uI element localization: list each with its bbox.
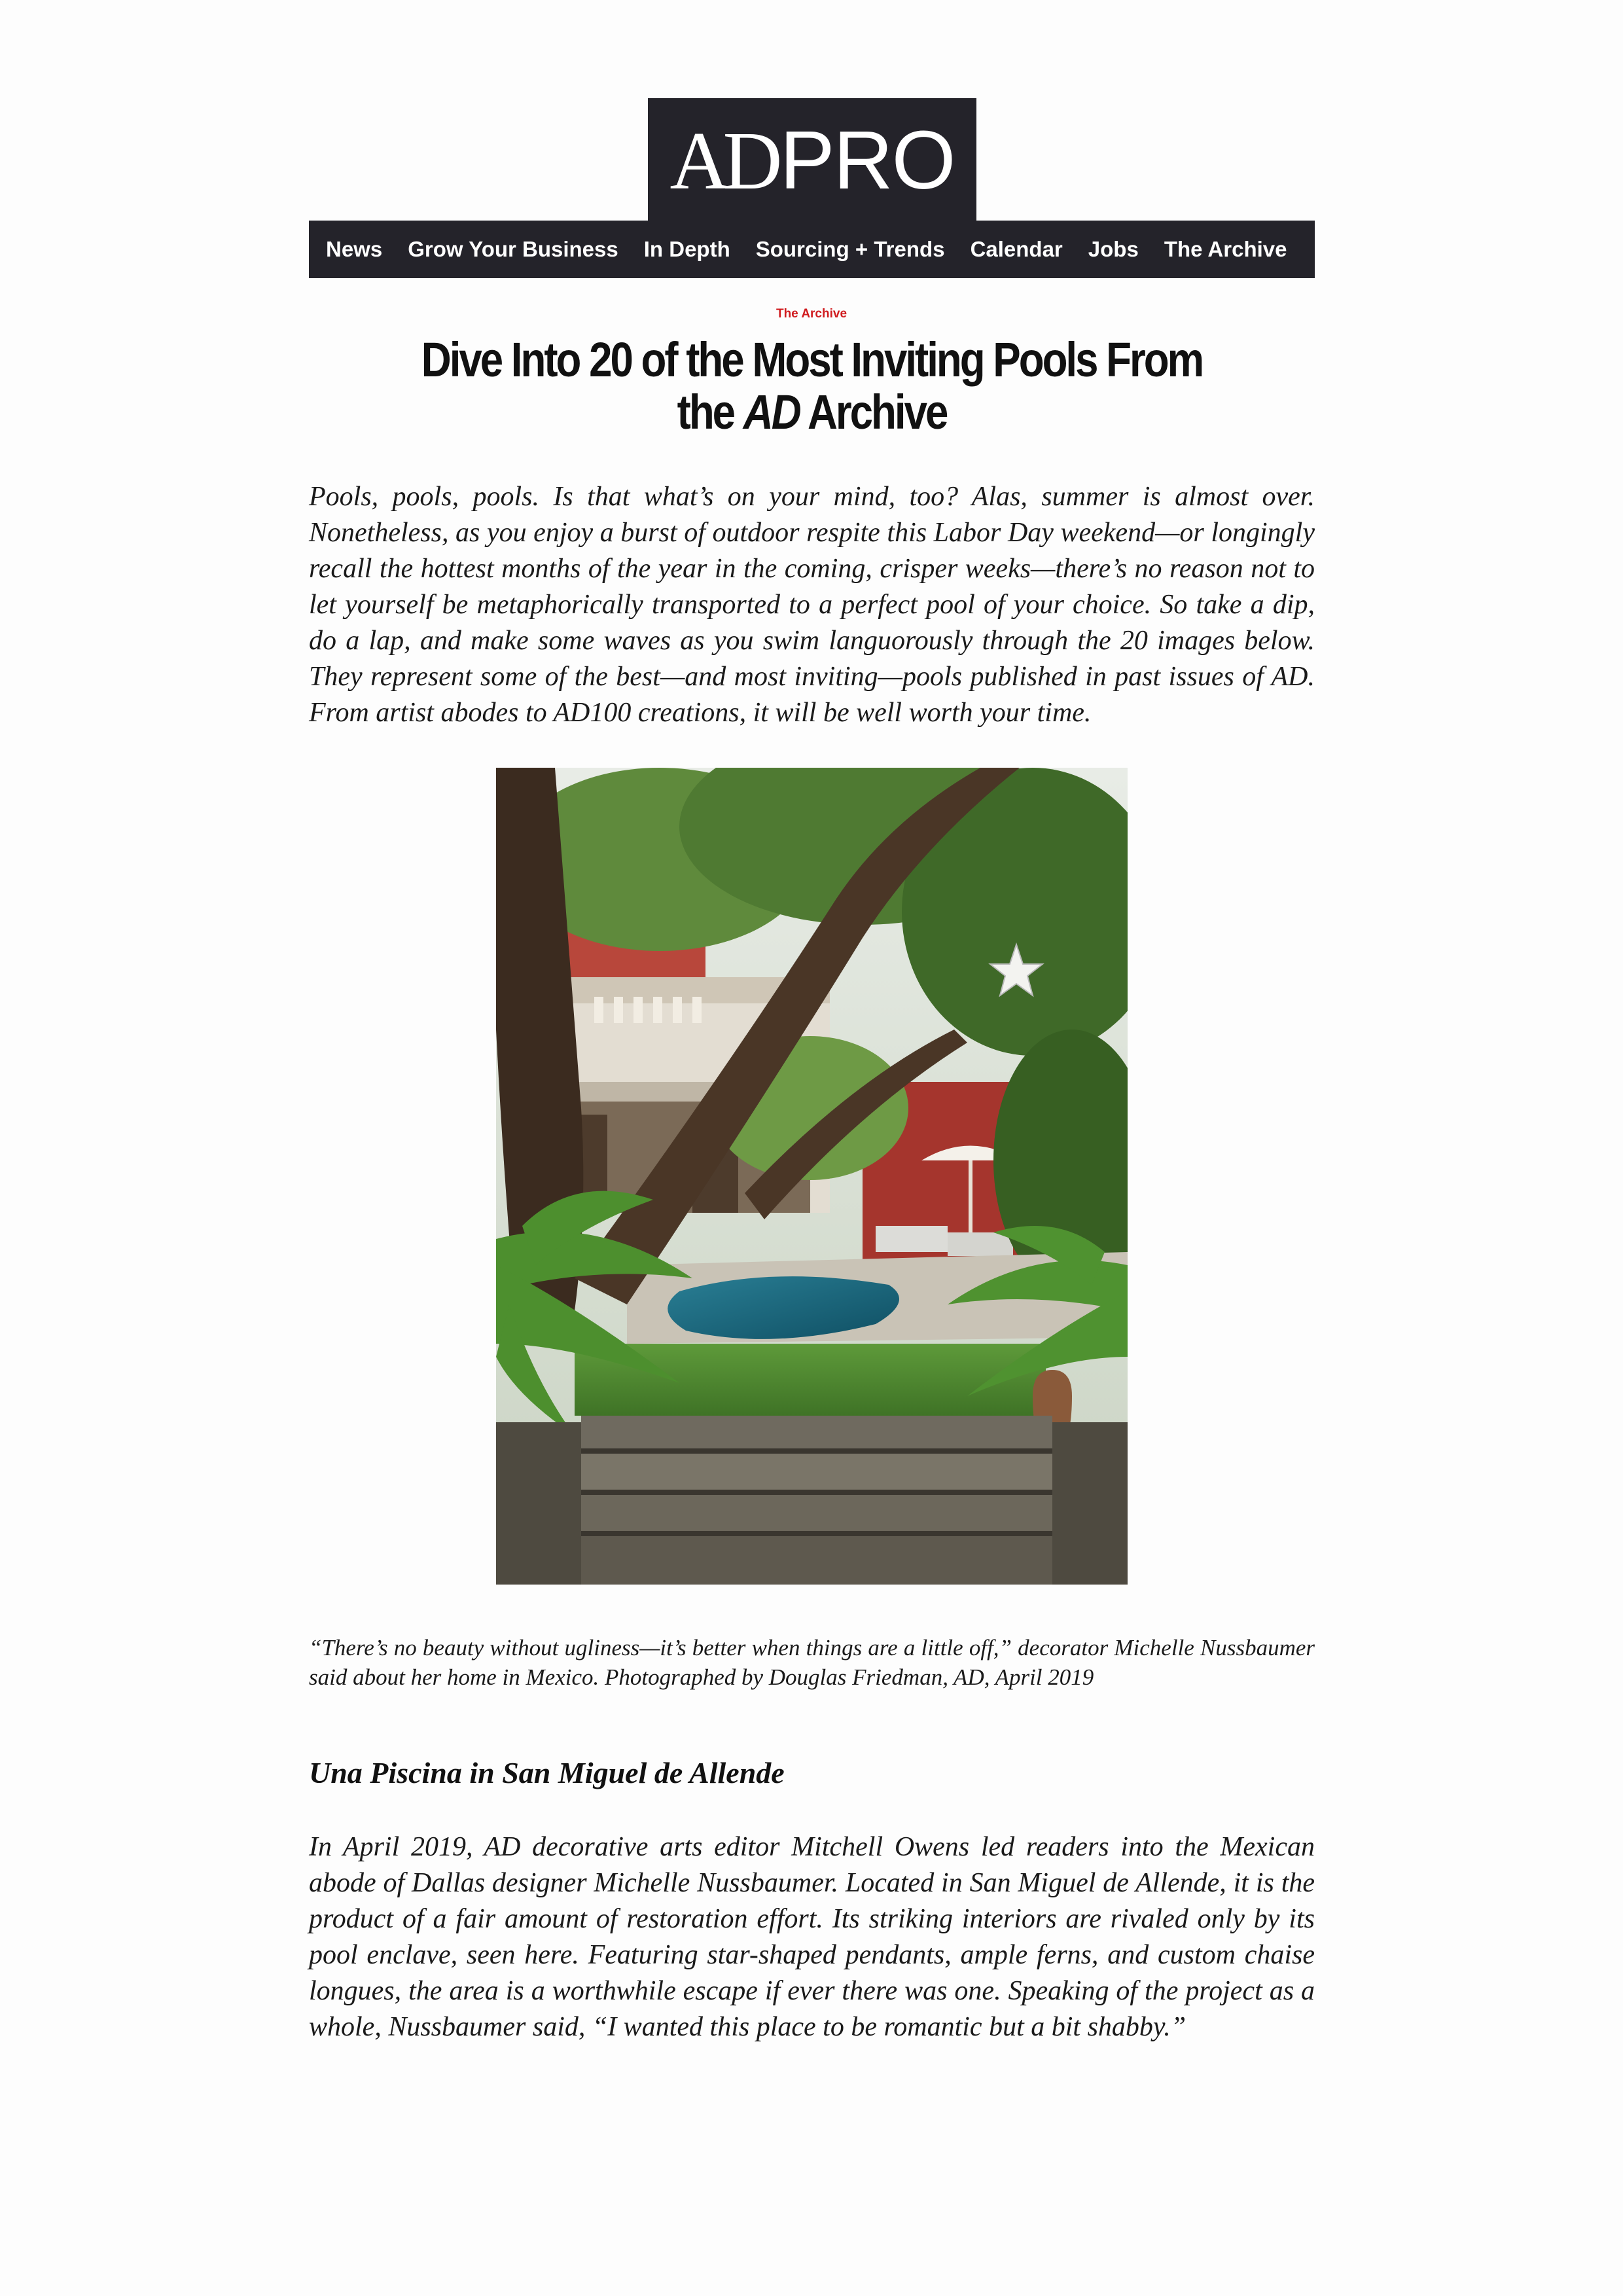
section-subhead: Una Piscina in San Miguel de Allende [309, 1756, 785, 1789]
logo-wordmark [669, 114, 955, 207]
nav-item-sourcing-trends[interactable]: Sourcing + Trends [755, 237, 945, 261]
article-body: In April 2019, AD decorative arts editor Mitchell Owens led readers into the Mexican abode of Dallas designer Michelle Nussbaumer. Located in San Miguel de Allende, it is the product of a fair amount of restoration effort. Its striking interiors are rivaled only by its pool enclave, seen here. Featuring star-shaped pendants, ample ferns, and custom chaise longues, the area is a worthwhile escape if ever there was one. Speaking of the project as a whole, Nussbaumer said, “I wanted this place to be romantic but a bit shabby.” [309, 1832, 1315, 2042]
logo-pro: PRO [779, 114, 955, 206]
nav-item-calendar[interactable]: Calendar [970, 237, 1063, 261]
headline-line-1: Dive Into 20 of the Most Inviting Pools From [421, 332, 1203, 387]
photo-caption: “There’s no beauty without ugliness—it’s better when things are a little off,” decorator Michelle Nussbaumer said about her home in Mexico. Photographed by Douglas Friedman, AD, April 2019 [309, 1635, 1315, 1690]
nav-item-grow-your-business[interactable]: Grow Your Business [408, 237, 618, 261]
main-nav [309, 221, 1315, 278]
headline-ad: AD [743, 385, 800, 439]
article-headline [380, 334, 1245, 439]
headline-archive: Archive [799, 385, 947, 439]
article-intro: Pools, pools, pools. Is that what’s on your mind, too? Alas, summer is almost over. Nonetheless, as you enjoy a burst of outdoor respite this Labor Day weekend—or longingly recall the hottest months of the year in the coming, crisper weeks—there’s no reason not to let yourself be metaphorically transported to a perfect pool of your choice. So take a dip, do a lap, and make some waves as you swim languorously through the 20 images below. They represent some of the best—and most inviting—pools published in past issues of AD. From artist abodes to AD100 creations, it will be well worth your time. [309, 482, 1315, 728]
nav-item-the-archive[interactable]: The Archive [1164, 237, 1287, 261]
nav-item-news[interactable]: News [326, 237, 383, 261]
section-label[interactable]: The Archive [776, 307, 847, 321]
headline-the: the [677, 385, 743, 439]
pool-photo [496, 768, 1128, 1585]
logo-ad: AD [669, 116, 776, 207]
nav-item-in-depth[interactable]: In Depth [643, 237, 730, 261]
nav-item-jobs[interactable]: Jobs [1088, 237, 1139, 261]
pool-garden-illustration [496, 768, 1128, 1585]
adpro-logo[interactable] [648, 98, 976, 221]
